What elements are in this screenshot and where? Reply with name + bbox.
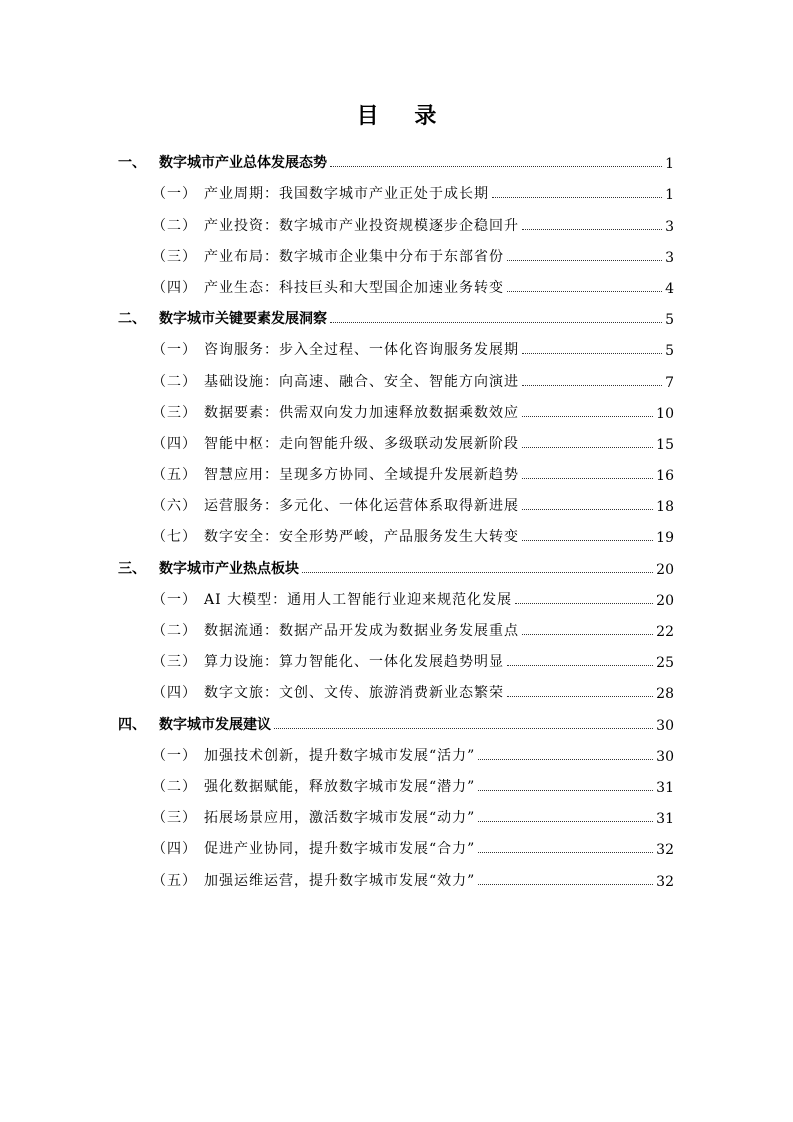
toc-chapter[interactable] [118, 297, 674, 328]
toc-section[interactable] [118, 453, 674, 484]
page-number: 7 [665, 374, 674, 391]
page-number: 19 [656, 530, 674, 547]
toc-section[interactable] [118, 203, 674, 234]
section-number: （二） [152, 217, 197, 234]
page-number: 3 [665, 218, 674, 235]
section-number: （二） [152, 373, 197, 390]
section-title: 运营服务：多元化、一体化运营体系取得新进展 [204, 498, 519, 515]
toc-chapter[interactable] [118, 702, 674, 733]
section-number: （三） [152, 810, 197, 827]
toc-section[interactable] [118, 609, 674, 640]
page-number: 18 [656, 499, 674, 516]
section-number: （四） [152, 841, 197, 858]
toc-section[interactable] [118, 328, 674, 359]
section-title: 产业周期：我国数字城市产业正处于成长期 [204, 186, 489, 203]
page-number: 3 [665, 249, 674, 266]
page-number: 1 [665, 187, 674, 204]
section-number: （三） [152, 404, 197, 421]
page-number: 16 [656, 468, 674, 485]
section-title: 产业布局：数字城市企业集中分布于东部省份 [204, 248, 504, 265]
dot-leader [274, 728, 653, 729]
page-number: 10 [656, 405, 674, 422]
toc-section[interactable] [118, 796, 674, 827]
dot-leader [522, 634, 653, 635]
page-number: 31 [656, 779, 674, 796]
section-number: （一） [152, 186, 197, 203]
toc-chapter[interactable] [118, 141, 674, 172]
toc-section[interactable] [118, 172, 674, 203]
chapter-number: 二、 [118, 311, 146, 328]
toc-section[interactable] [118, 422, 674, 453]
page-number: 30 [656, 717, 674, 734]
toc-section[interactable] [118, 391, 674, 422]
toc-section[interactable] [118, 858, 674, 889]
section-number: （一） [152, 591, 197, 608]
section-title: 数据流通：数据产品开发成为数据业务发展重点 [204, 623, 519, 639]
section-number: （四） [152, 279, 197, 296]
dot-leader [478, 852, 653, 853]
section-title: 智慧应用：呈现多方协同、全域提升发展新趋势 [204, 467, 519, 484]
dot-leader [522, 509, 653, 510]
toc-section[interactable] [118, 640, 674, 671]
toc-section[interactable] [118, 671, 674, 702]
section-title: 数据要素：供需双向发力加速释放数据乘数效应 [204, 404, 519, 421]
section-title: AI 大模型：通用人工智能行业迎来规范化发展 [204, 591, 513, 608]
section-title: 加强运维运营，提升数字城市发展“效力” [204, 872, 476, 889]
toc-section[interactable] [118, 484, 674, 515]
toc-section[interactable] [118, 765, 674, 796]
toc-chapter[interactable] [118, 546, 674, 577]
dot-leader [492, 197, 662, 198]
toc-section[interactable] [118, 827, 674, 858]
page-number: 22 [656, 624, 674, 640]
section-title: 产业投资：数字城市产业投资规模逐步企稳回升 [204, 217, 519, 234]
chapter-number: 四、 [118, 716, 146, 733]
section-number: （二） [152, 778, 197, 795]
toc-title: 目 录 [356, 104, 451, 129]
dot-leader [330, 322, 662, 323]
chapter-title: 数字城市产业总体发展态势 [159, 155, 327, 172]
section-title: 加强技术创新，提升数字城市发展“活力” [204, 747, 476, 764]
section-title: 拓展场景应用，激活数字城市发展“动力” [204, 810, 476, 827]
section-title: 算力设施：算力智能化、一体化发展趋势明显 [204, 654, 504, 671]
page-number: 31 [656, 811, 674, 828]
dot-leader [507, 291, 662, 292]
toc-section[interactable] [118, 578, 674, 609]
dot-leader [478, 884, 653, 885]
table-of-contents [118, 141, 674, 890]
dot-leader [522, 353, 662, 354]
section-number: （四） [152, 685, 197, 702]
chapter-title: 数字城市产业热点板块 [159, 560, 299, 577]
section-number: （七） [152, 529, 197, 546]
page-number: 25 [656, 655, 674, 672]
dot-leader [302, 572, 653, 573]
dot-leader [478, 821, 653, 822]
chapter-number: 一、 [118, 155, 146, 172]
toc-section[interactable] [118, 359, 674, 390]
dot-leader [330, 166, 662, 167]
section-number: （一） [152, 342, 197, 359]
page-number: 4 [665, 280, 674, 297]
dot-leader [507, 260, 662, 261]
section-number: （六） [152, 498, 197, 515]
dot-leader [507, 665, 653, 666]
toc-section[interactable] [118, 266, 674, 297]
chapter-number: 三、 [118, 560, 146, 577]
page-number: 32 [656, 842, 674, 859]
dot-leader [515, 603, 653, 604]
dot-leader [478, 759, 653, 760]
page-number: 15 [656, 436, 674, 453]
section-title: 强化数据赋能，释放数字城市发展“潜力” [204, 778, 476, 795]
dot-leader [522, 385, 662, 386]
page-number: 30 [656, 748, 674, 765]
chapter-title: 数字城市发展建议 [159, 716, 271, 733]
page-number: 1 [665, 156, 674, 173]
toc-section[interactable] [118, 515, 674, 546]
dot-leader [478, 790, 653, 791]
dot-leader [507, 696, 653, 697]
dot-leader [522, 229, 662, 230]
section-title: 咨询服务：步入全过程、一体化咨询服务发展期 [204, 342, 519, 359]
section-number: （三） [152, 248, 197, 265]
page-number: 20 [656, 592, 674, 609]
dot-leader [522, 540, 653, 541]
chapter-title: 数字城市关键要素发展洞察 [159, 311, 327, 328]
section-title: 产业生态：科技巨头和大型国企加速业务转变 [204, 279, 504, 296]
page-number: 5 [665, 312, 674, 329]
section-number: （五） [152, 467, 197, 484]
section-title: 数字文旅：文创、文传、旅游消费新业态繁荣 [204, 685, 504, 702]
section-title: 智能中枢：走向智能升级、多级联动发展新阶段 [204, 435, 519, 452]
dot-leader [522, 447, 653, 448]
section-number: （二） [152, 623, 197, 639]
section-number: （三） [152, 654, 197, 671]
page-number: 28 [656, 686, 674, 703]
page-number: 20 [656, 561, 674, 578]
section-title: 数字安全：安全形势严峻，产品服务发生大转变 [204, 529, 519, 546]
dot-leader [522, 416, 653, 417]
section-number: （四） [152, 435, 197, 452]
toc-section[interactable] [118, 734, 674, 765]
section-number: （一） [152, 747, 197, 764]
page-number: 32 [656, 873, 674, 890]
section-title: 促进产业协同，提升数字城市发展“合力” [204, 841, 476, 858]
section-number: （五） [152, 872, 197, 889]
toc-section[interactable] [118, 235, 674, 266]
section-title: 基础设施：向高速、融合、安全、智能方向演进 [204, 373, 519, 390]
page-number: 5 [665, 343, 674, 360]
dot-leader [522, 478, 653, 479]
